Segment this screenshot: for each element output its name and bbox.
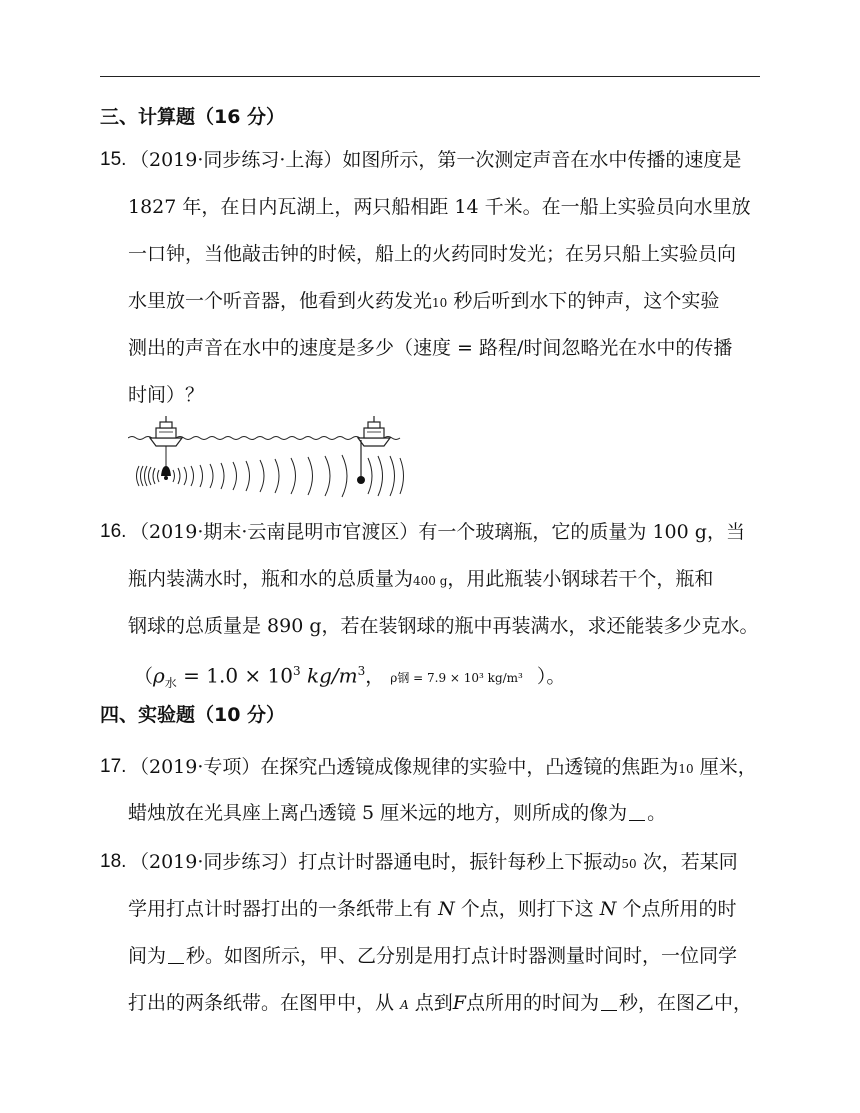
answer-blank[interactable]	[601, 992, 617, 1011]
question-line: 打出的两条纸带。在图甲中，从 A 点到F点所用的时间为 秒，在图乙中，	[128, 992, 753, 1014]
question-line: 瓶内装满水时，瓶和水的总质量为400 g，用此瓶装小钢球若干个，瓶和	[128, 568, 714, 590]
header-rule	[100, 76, 760, 77]
section-title-calculation: 三、计算题（16 分）	[100, 106, 286, 128]
question-17	[100, 744, 768, 838]
question-line: 1827 年，在日内瓦湖上，两只船相距 14 千米。在一船上实验员向水里放	[128, 196, 751, 218]
question-number: 15.	[100, 149, 127, 170]
question-line: 蜡烛放在光具座上离凸透镜 5 厘米远的地方，则所成的像为 。	[128, 802, 667, 824]
question-line: 时间）？	[128, 384, 205, 406]
bell-icon	[161, 466, 171, 476]
question-number: 18.	[100, 851, 127, 872]
density-formula: （$\rho_水 = 1.0 \times 10^3$ $kg/m^3$， ρ钢 = 7.9 × 10³ kg/m³ ）。	[134, 663, 566, 691]
boat-right-icon	[358, 416, 390, 478]
question-15	[100, 137, 768, 417]
hydrophone-icon	[357, 476, 365, 484]
question-line: 一口钟，当他敲击钟的时候，船上的火药同时发光；在另只船上实验员向	[128, 243, 737, 265]
question-line: 间为 秒。如图所示，甲、乙分别是用打点计时器测量时间时，一位同学	[128, 945, 738, 967]
question-18	[100, 839, 768, 1029]
question-number: 17.	[100, 756, 127, 777]
question-line: （2019·专项）在探究凸透镜成像规律的实验中，凸透镜的焦距为10 厘米，	[130, 756, 757, 778]
boat-left-icon	[150, 416, 182, 466]
section-title-experiment: 四、实验题（10 分）	[100, 704, 286, 726]
answer-blank[interactable]	[168, 945, 184, 964]
question-line: 测出的声音在水中的速度是多少（速度 = 路程/时间忽略光在水中的传播	[128, 337, 733, 359]
answer-blank[interactable]	[629, 802, 645, 821]
question-line: （2019·期末·云南昆明市官渡区）有一个玻璃瓶，它的质量为 100 g，当	[130, 521, 745, 543]
question-line: 钢球的总质量是 890 g，若在装钢球的瓶中再装满水，求还能装多少克水。	[128, 615, 759, 637]
question-16	[100, 509, 768, 699]
question-line: （2019·同步练习·上海）如图所示，第一次测定声音在水中传播的速度是	[130, 149, 742, 171]
question-line: （2019·同步练习）打点计时器通电时，振针每秒上下振动50 次，若某同	[130, 851, 738, 873]
question-line: 学用打点计时器打出的一条纸带上有 N 个点，则打下这 N 个点所用的时	[128, 898, 737, 920]
question-line: 水里放一个听音器，他看到火药发光10 秒后听到水下的钟声，这个实验	[128, 290, 720, 312]
question-number: 16.	[100, 521, 127, 542]
boats-sound-figure	[128, 408, 408, 498]
